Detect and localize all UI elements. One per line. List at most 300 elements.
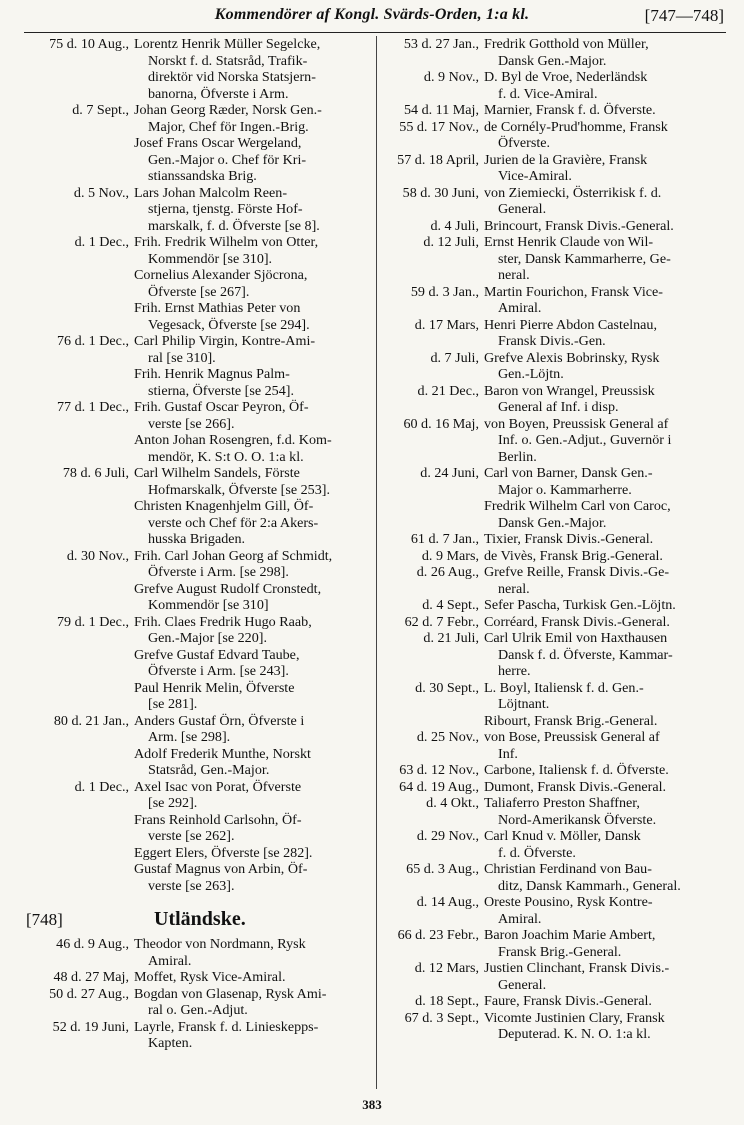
entry-line: General. (498, 976, 547, 993)
entry-line: Tixier, Fransk Divis.-General. (484, 531, 654, 547)
entry-line: Dansk Gen.-Major. (498, 514, 607, 531)
entry-text (484, 828, 726, 861)
entry-date: d. 18 Sept., (415, 993, 479, 1009)
entry (24, 399, 368, 432)
entry-text (484, 597, 726, 614)
entry-line: Öfverste [se 267]. (148, 283, 250, 300)
entry-date: d. 26 Aug., (416, 564, 479, 580)
entry (381, 927, 726, 960)
entry-line: Sefer Pascha, Turkisk Gen.-Löjtn. (484, 597, 676, 613)
entry-line: Dumont, Fransk Divis.-General. (484, 778, 667, 795)
entry-line: banorna, Öfverste i Arm. (148, 85, 289, 102)
entry (24, 986, 368, 1019)
entry-text (134, 969, 368, 986)
entry-line: General. (498, 201, 547, 217)
entry-date: d. 14 Aug., (416, 894, 479, 910)
entry-date: d. 7 Sept., (72, 102, 129, 118)
entry-line: herre. (498, 663, 531, 679)
entry-line: Carl Philip Virgin, Kontre-Ami- (134, 333, 316, 349)
entry-line: Gen.-Löjtn. (498, 366, 564, 382)
entry-text (484, 894, 726, 927)
entry-date (24, 647, 134, 680)
entry (381, 614, 726, 631)
entry-text (484, 317, 726, 350)
entry-line: Dansk f. d. Öfverste, Kammar- (498, 646, 673, 663)
entry-line: Fransk Divis.-Gen. (498, 333, 606, 349)
entry-line: Grefve Gustaf Edvard Taube, (134, 646, 300, 663)
entry-line: f. d. Vice-Amiral. (498, 85, 598, 102)
entry-line: Frih. Claes Fredrik Hugo Raab, (134, 613, 312, 630)
entry (381, 548, 726, 565)
entry-line: ral [se 310]. (148, 349, 216, 366)
entry-line: Lorentz Henrik Müller Segelcke, (134, 36, 321, 52)
entry (381, 861, 726, 894)
header-rule (24, 32, 726, 33)
entry-date: d. 4 Sept., (422, 597, 479, 613)
entry-line: Moffet, Rysk Vice-Amiral. (134, 969, 286, 985)
entry-line: Löjtnant. (498, 696, 550, 712)
entry-text (484, 69, 726, 102)
entry-line: stjerna, tjenstg. Förste Hof- (148, 201, 303, 217)
entry-text (134, 647, 368, 680)
entry-line: Justien Clinchant, Fransk Divis.- (484, 960, 670, 976)
entry (381, 597, 726, 614)
entry-line: Kommendör [se 310]. (148, 250, 273, 267)
entry-line: direktör vid Norska Statsjern- (148, 69, 316, 85)
entry-line: Lars Johan Malcolm Reen- (134, 184, 288, 201)
entry-text (134, 581, 368, 614)
entry-line: von Boyen, Preussisk General af (484, 415, 669, 432)
entry-text (484, 680, 726, 713)
entry (24, 102, 368, 135)
entry-date: 77 d. 1 Dec., (56, 399, 129, 415)
entry-text (484, 185, 726, 218)
entry-date: 66 d. 23 Febr., (397, 927, 479, 943)
entry-line: Anders Gustaf Örn, Öfverste i (134, 712, 305, 729)
entry (24, 135, 368, 185)
entry (381, 729, 726, 762)
left-column (24, 36, 368, 1052)
entry-date: 78 d. 6 Juli, (62, 465, 129, 481)
entry (381, 102, 726, 119)
entry-date (381, 498, 484, 531)
entry (24, 465, 368, 498)
entry-line: Carbone, Italiensk f. d. Öfverste. (484, 762, 669, 778)
entry-date: d. 24 Juni, (420, 465, 479, 481)
entry-line: Carl Wilhelm Sandels, Förste (134, 465, 300, 481)
entry-line: D. Byl de Vroe, Nederländsk (484, 69, 648, 85)
entry-line: Eggert Elers, Öfverste [se 282]. (134, 844, 313, 861)
entry-date: d. 21 Dec., (417, 382, 479, 399)
entry-text (134, 185, 368, 235)
entry-line: de Vivès, Fransk Brig.-General. (484, 547, 663, 564)
entry-line: Norskt f. d. Statsråd, Trafik- (148, 52, 308, 69)
entry-line: Ernst Henrik Claude von Wil- (484, 234, 654, 250)
entry-date: d. 21 Juli, (423, 630, 479, 646)
entry (381, 185, 726, 218)
foreign-section-header (24, 902, 368, 936)
entry-text (134, 135, 368, 185)
entry-line: Öfverste i Arm. [se 298]. (148, 564, 289, 580)
entry-text (134, 102, 368, 135)
entry-date: 52 d. 19 Juni, (52, 1018, 129, 1035)
entry (24, 300, 368, 333)
entry-date: d. 1 Dec., (74, 778, 129, 795)
entry-date: 65 d. 3 Aug., (406, 861, 479, 877)
entry (24, 845, 368, 862)
entry-text (484, 102, 726, 119)
entry (24, 936, 368, 969)
entry-line: Gen.-Major [se 220]. (148, 630, 267, 646)
entry-line: f. d. Öfverste. (498, 844, 576, 861)
entry-line: Inf. (498, 745, 518, 762)
entry (381, 1010, 726, 1043)
entry (24, 713, 368, 746)
entry-date: 75 d. 10 Aug., (49, 36, 129, 52)
entry-line: Frih. Henrik Magnus Palm- (134, 366, 290, 382)
entry-date: 64 d. 19 Aug., (399, 778, 479, 795)
entry-text (484, 234, 726, 284)
entry-text (484, 350, 726, 383)
entry-line: Christian Ferdinand von Bau- (484, 861, 652, 877)
entry-line: Frih. Gustaf Oscar Peyron, Öf- (134, 399, 309, 415)
entry (381, 498, 726, 531)
entry-line: ral o. Gen.-Adjut. (148, 1002, 248, 1018)
entry-text (484, 564, 726, 597)
entry-date: d. 29 Nov., (416, 828, 479, 844)
entry-date: 50 d. 27 Aug., (49, 985, 129, 1002)
entry-line: neral. (498, 267, 530, 283)
entry-date (24, 581, 134, 614)
entry-line: verste och Chef för 2:a Akers- (148, 514, 319, 531)
entry-date: d. 12 Mars, (414, 960, 479, 976)
entry-text (134, 936, 368, 969)
entry (24, 969, 368, 986)
foreign-entries (24, 936, 368, 1052)
entry (381, 531, 726, 548)
entry-text (484, 729, 726, 762)
entry-line: von Ziemiecki, Österrikisk f. d. (484, 184, 662, 201)
entry-line: von Bose, Preussisk General af (484, 729, 660, 745)
entry-date: d. 30 Nov., (66, 547, 129, 564)
entry-line: Grefve August Rudolf Cronstedt, (134, 580, 322, 597)
entry (381, 713, 726, 730)
entry-date (24, 812, 134, 845)
entry-text (484, 548, 726, 565)
entry-line: [se 292]. (148, 795, 198, 811)
entry-line: Frih. Ernst Mathias Peter von (134, 300, 301, 316)
entry-line: Paul Henrik Melin, Öfverste (134, 679, 295, 696)
entry-date (24, 746, 134, 779)
entry (381, 795, 726, 828)
entry-date (24, 267, 134, 300)
page-number: 383 (362, 1097, 382, 1112)
entry-line: mendör, K. S:t O. O. 1:a kl. (148, 448, 304, 465)
entry-line: Carl Knud v. Möller, Dansk (484, 828, 641, 844)
entry-line: Kapten. (148, 1035, 193, 1051)
entry-line: Öfverste i Arm. [se 243]. (148, 663, 289, 679)
entry-line: Theodor von Nordmann, Rysk (134, 936, 306, 952)
entry-date: 57 d. 18 April, (397, 151, 479, 168)
entry-line: Johan Georg Ræder, Norsk Gen.- (134, 102, 322, 118)
entry-date: d. 4 Okt., (426, 795, 479, 811)
entry (24, 581, 368, 614)
entry (24, 812, 368, 845)
entry-text (484, 927, 726, 960)
entry-line: Major, Chef för Ingen.-Brig. (148, 118, 309, 135)
entry-line: Amiral. (498, 300, 542, 316)
entry-text (134, 333, 368, 366)
entry-date: 61 d. 7 Jan., (410, 531, 479, 547)
entry-line: Hofmarskalk, Öfverste [se 253]. (148, 481, 330, 498)
entry-line: Cornelius Alexander Sjöcrona, (134, 267, 308, 283)
entry-text (134, 548, 368, 581)
entry (24, 333, 368, 366)
entry-line: ster, Dansk Kammarherre, Ge- (498, 250, 671, 267)
entry-date (24, 680, 134, 713)
entry-line: Arm. [se 298]. (148, 729, 231, 745)
entry-date: 53 d. 27 Jan., (403, 36, 479, 52)
section-heading: Utländske. (154, 908, 246, 930)
entry-date: 67 d. 3 Sept., (404, 1009, 479, 1026)
entry (24, 267, 368, 300)
entry (24, 779, 368, 812)
entry-line: Ribourt, Fransk Brig.-General. (484, 712, 658, 729)
entry-date: 79 d. 1 Dec., (56, 613, 129, 630)
entry-line: Carl von Barner, Dansk Gen.- (484, 465, 653, 481)
entry-date: d. 5 Nov., (73, 184, 129, 201)
entry (24, 366, 368, 399)
entry (381, 680, 726, 713)
entry-text (134, 1019, 368, 1052)
entry (381, 960, 726, 993)
entry-text (134, 432, 368, 465)
entry (381, 779, 726, 796)
entry-text (134, 713, 368, 746)
entry-line: Nord-Amerikansk Öfverste. (498, 811, 657, 828)
entry-date: 76 d. 1 Dec., (56, 333, 129, 349)
entry-text (484, 762, 726, 779)
entry (24, 1019, 368, 1052)
entry-text (484, 218, 726, 235)
entry (381, 36, 726, 69)
entry-line: Axel Isac von Porat, Öfverste (134, 778, 302, 795)
entry-date: d. 9 Nov., (423, 69, 479, 85)
entry-text (484, 498, 726, 531)
entry (381, 152, 726, 185)
entry-line: Major o. Kammarherre. (498, 481, 632, 498)
entry-text (134, 399, 368, 432)
entry-text (484, 779, 726, 796)
entry-line: verste [se 266]. (148, 415, 235, 432)
entry (24, 185, 368, 235)
entry (381, 218, 726, 235)
entry-text (134, 614, 368, 647)
entry-text (134, 845, 368, 862)
entry-line: Öfverste. (498, 135, 551, 151)
entry (381, 234, 726, 284)
entry-date (24, 432, 134, 465)
entry (24, 746, 368, 779)
right-entries (381, 36, 726, 1043)
entry-date: 60 d. 16 Maj, (403, 415, 479, 432)
entry-line: Jurien de la Gravière, Fransk (484, 151, 648, 168)
page-range: [747—748] (644, 6, 724, 25)
entry-line: Carl Ulrik Emil von Haxthausen (484, 630, 668, 646)
entry-date (24, 845, 134, 862)
entry (381, 284, 726, 317)
entry-line: Taliaferro Preston Shaffner, (484, 795, 640, 811)
entry (381, 317, 726, 350)
entry (381, 119, 726, 152)
entry-date: d. 17 Mars, (414, 316, 479, 333)
entry (24, 680, 368, 713)
running-title: Kommendörer af Kongl. Svärds-Orden, 1:a kl. (214, 6, 530, 23)
entry-line: Corréard, Fransk Divis.-General. (484, 613, 670, 630)
entry-date: d. 7 Juli, (430, 349, 479, 366)
entry-line: Bogdan von Glasenap, Rysk Ami- (134, 985, 327, 1002)
entry (24, 498, 368, 548)
section-page-label: [748] (26, 910, 63, 929)
entry-line: Frih. Carl Johan Georg af Schmidt, (134, 547, 333, 564)
entry-line: de Cornély-Prud'homme, Fransk (484, 118, 668, 135)
entry (24, 234, 368, 267)
entry-line: Vegesack, Öfverste [se 294]. (148, 316, 310, 333)
entry-text (134, 300, 368, 333)
entry-text (134, 812, 368, 845)
entry-text (484, 630, 726, 680)
entry-line: Marnier, Fransk f. d. Öfverste. (484, 102, 656, 118)
entry (24, 432, 368, 465)
entry-line: Adolf Frederik Munthe, Norskt (134, 745, 311, 762)
entry-line: stierna, Öfverste [se 254]. (148, 382, 294, 399)
entry-line: Henri Pierre Abdon Castelnau, (484, 316, 657, 333)
entry-line: Fredrik Wilhelm Carl von Caroc, (484, 498, 671, 514)
running-header (0, 4, 744, 32)
entry-text (134, 465, 368, 498)
entry (381, 416, 726, 466)
entry-line: L. Boyl, Italiensk f. d. Gen.- (484, 679, 644, 696)
entry-line: Kommendör [se 310] (148, 597, 269, 613)
entry-date (24, 135, 134, 185)
entry (24, 647, 368, 680)
entry-text (134, 986, 368, 1019)
entry-text (484, 861, 726, 894)
entry-date: d. 30 Sept., (415, 679, 479, 696)
entry (381, 69, 726, 102)
entry-date (24, 498, 134, 548)
entry-line: Oreste Pousino, Rysk Kontre- (484, 894, 653, 910)
entry-text (484, 36, 726, 69)
entry-line: Frans Reinhold Carlsohn, Öf- (134, 811, 302, 828)
entry-line: Gustaf Magnus von Arbin, Öf- (134, 861, 308, 877)
entry-text (134, 861, 368, 894)
entry (381, 465, 726, 498)
entry-line: neral. (498, 580, 530, 597)
entry-line: Brincourt, Fransk Divis.-General. (484, 217, 674, 234)
entry-text (134, 746, 368, 779)
entry (381, 630, 726, 680)
entry-line: Vice-Amiral. (498, 168, 572, 184)
entry-line: Baron Joachim Marie Ambert, (484, 927, 656, 943)
entry-line: Amiral. (498, 910, 542, 927)
entry (24, 36, 368, 102)
entry-date: d. 25 Nov., (416, 729, 479, 745)
entry-line: Josef Frans Oscar Wergeland, (134, 135, 302, 151)
entry-date: 80 d. 21 Jan., (53, 712, 129, 729)
entry-text (484, 614, 726, 631)
entry-line: Martin Fourichon, Fransk Vice- (484, 283, 663, 300)
entry (24, 548, 368, 581)
entry-date: d. 12 Juli, (423, 234, 479, 250)
entry (381, 350, 726, 383)
entry-date: 59 d. 3 Jan., (410, 283, 479, 300)
entry-line: Baron von Wrangel, Preussisk (484, 382, 655, 399)
entry-date: 62 d. 7 Febr., (404, 613, 479, 630)
entry-text (134, 779, 368, 812)
entry-date: 58 d. 30 Juni, (402, 184, 479, 201)
entry-text (484, 465, 726, 498)
entry-text (484, 416, 726, 466)
entry-text (134, 234, 368, 267)
entry-line: Frih. Fredrik Wilhelm von Otter, (134, 234, 319, 250)
entry-line: verste [se 263]. (148, 877, 235, 894)
entry-line: Dansk Gen.-Major. (498, 52, 607, 69)
entry-line: General af Inf. i disp. (498, 399, 619, 415)
entry-line: Christen Knagenhjelm Gill, Öf- (134, 498, 314, 514)
entry-text (134, 680, 368, 713)
entry-date (381, 713, 484, 730)
entry-date (24, 300, 134, 333)
entry-text (484, 383, 726, 416)
entry-line: Amiral. (148, 952, 192, 969)
entry-text (484, 960, 726, 993)
entry-line: Grefve Reille, Fransk Divis.-Ge- (484, 564, 670, 580)
entry-line: Anton Johan Rosengren, f.d. Kom- (134, 432, 332, 448)
entry-date: d. 9 Mars, (421, 547, 479, 564)
entry (381, 993, 726, 1010)
entry-text (484, 1010, 726, 1043)
entry-text (134, 498, 368, 548)
entry-line: Gen.-Major o. Chef för Kri- (148, 151, 307, 168)
entry (381, 894, 726, 927)
entry-line: Inf. o. Gen.-Adjut., Guvernör i (498, 432, 672, 448)
entry-line: Vicomte Justinien Clary, Fransk (484, 1009, 665, 1026)
entry (381, 762, 726, 779)
entry-text (484, 152, 726, 185)
entry-date: 63 d. 12 Nov., (399, 762, 479, 778)
entry-line: verste [se 262]. (148, 828, 235, 844)
entry-line: Faure, Fransk Divis.-General. (484, 993, 652, 1009)
entry-line: Deputerad. K. N. O. 1:a kl. (498, 1026, 651, 1042)
entry-text (134, 366, 368, 399)
entry-line: Fransk Brig.-General. (498, 943, 622, 960)
entry-text (484, 531, 726, 548)
entry-date (24, 366, 134, 399)
entry-line: marskalk, f. d. Öfverste [se 8]. (148, 217, 320, 234)
entry (24, 861, 368, 894)
entry-date: d. 4 Juli, (430, 217, 479, 234)
entry-line: Grefve Alexis Bobrinsky, Rysk (484, 349, 660, 366)
entry-text (134, 267, 368, 300)
entry-line: Layrle, Fransk f. d. Linieskepps- (134, 1018, 319, 1035)
column-divider (376, 36, 377, 1089)
entry-line: Fredrik Gotthold von Müller, (484, 36, 649, 52)
entry-line: husska Brigaden. (148, 531, 246, 547)
entry-text (484, 993, 726, 1010)
left-entries (24, 36, 368, 894)
entry-date: 46 d. 9 Aug., (56, 936, 129, 952)
